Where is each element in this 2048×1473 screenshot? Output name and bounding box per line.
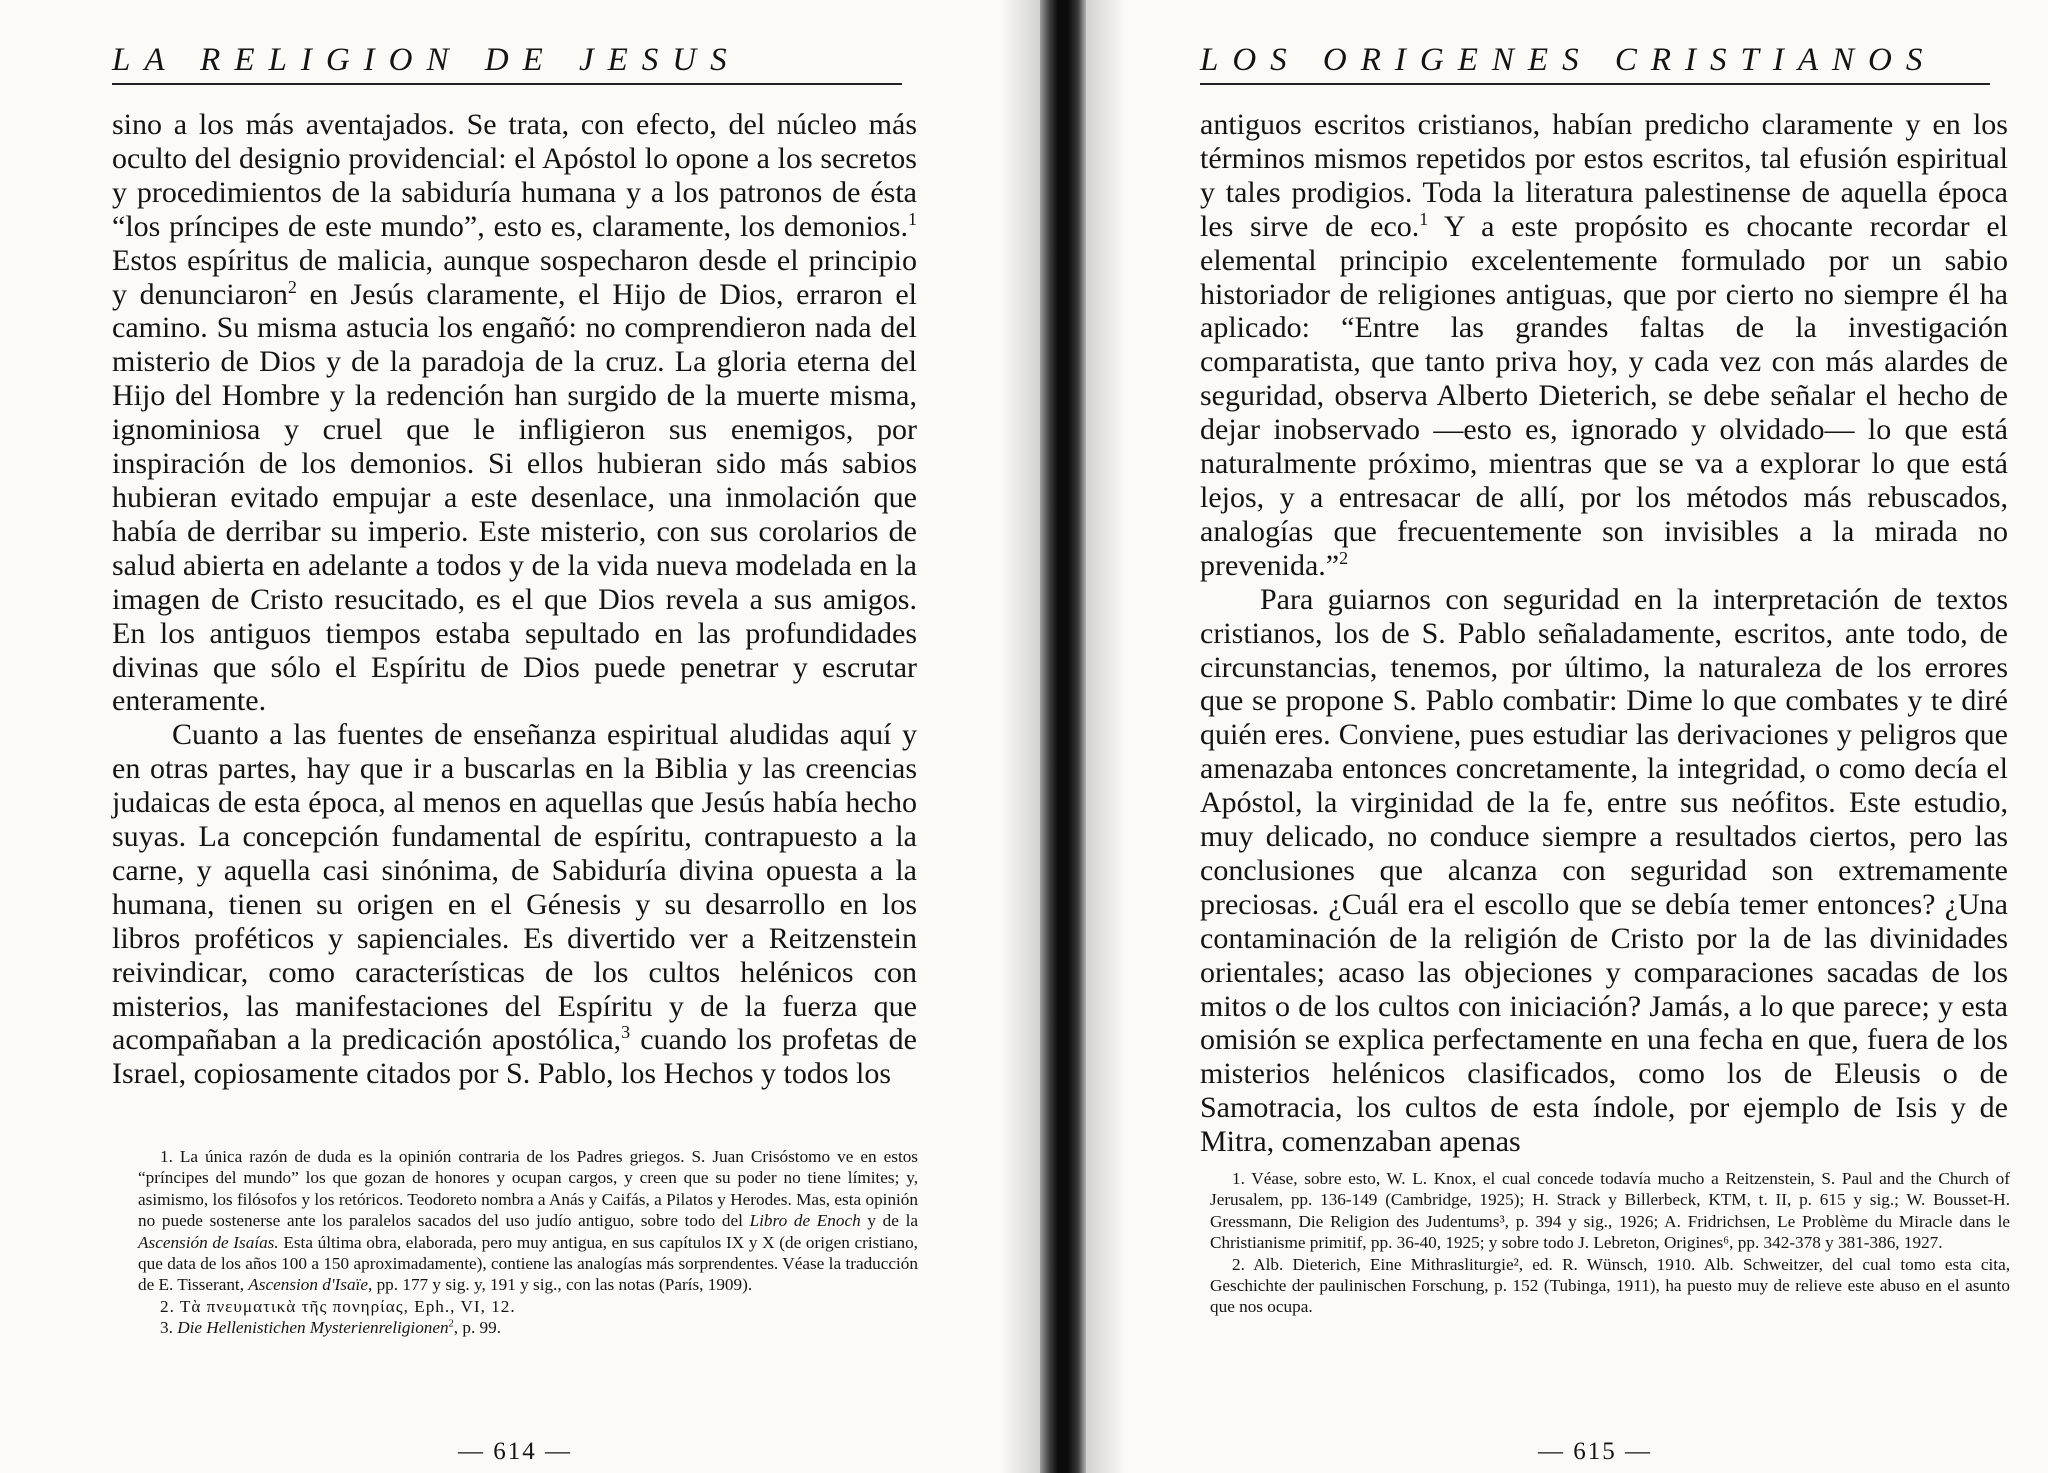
footnote: 1. Véase, sobre esto, W. L. Knox, el cual concede todavía mucho a Reitzenstein, S. Paul and the Church of Jerusalem, pp. 136-149 (Cambridge, 1925); H. Strack y Billerbeck, KTM, t. II, p. 615 y sig.; W. Bousset-H. Gressmann, Die Religion des Judentums³, p. 394 y sig., 1926; A. Fridrichsen, Le Problème du Miracle dans le Christianisme primitif, pp. 36-40, 1925; y sobre todo J. Lebreton, Origines⁶, pp. 342-378 y 381-386, 1927. bbox=[1210, 1169, 2010, 1253]
right-page bbox=[1180, 0, 2010, 1473]
gutter-shadow-left bbox=[1000, 0, 1040, 1473]
left-footnotes bbox=[138, 1146, 918, 1339]
footnote-ref: 2 bbox=[287, 276, 297, 297]
running-head-right: LOS ORIGENES CRISTIANOS bbox=[1200, 42, 1990, 85]
footnote: 2. Alb. Dieterich, Eine Mithrasliturgie², ed. R. Wünsch, 1910. Alb. Schweitzer, del cual tomo esta cita, Geschichte der paulinischen Forschung, p. 152 (Tubinga, 1911), ha puesto muy de relieve este abuso en el asunto que nos ocupa. bbox=[1210, 1254, 2010, 1317]
right-footnotes bbox=[1210, 1168, 2010, 1318]
right-body-text bbox=[1200, 108, 2008, 1159]
left-body-text bbox=[112, 108, 917, 1091]
footnote-ref: 1 bbox=[908, 208, 917, 229]
page-number-right: — 615 — bbox=[1538, 1438, 1652, 1465]
right-paragraph: Para guiarnos con seguridad en la interpretación de textos cristianos, los de S. Pablo señaladamente, escritos, ante todo, de circunstancias, tenemos, por último, la naturaleza de los errores que se propone S. Pablo combatir: Dime lo que combates y te diré quién eres. Conviene, pues estudiar las derivaciones y peligros que amenazaba entonces concretamente, la integridad, o como decía el Apóstol, la virginidad de la fe, entre sus neófitos. Este estudio, muy delicado, no conduce siempre a resultados ciertos, pero las conclusiones que alcanza con seguridad son extremamente preciosas. ¿Cuál era el escollo que se debía temer entonces? ¿Una contaminación de la religión de Cristo por la de las divinidades orientales; acaso las objeciones y comparaciones sacadas de los mitos o de los cultos con iniciación? Jamás, a lo que parece; y esta omisión se explica perfectamente en una fecha en que, fuera de los misterios helénicos clasificados, como los de Eleusis o de Samotracia, los cultos de esta índole, por ejemplo de Isis y de Mitra, comenzaban apenas bbox=[1200, 582, 2008, 1159]
footnote: 3. Die Hellenistichen Mysterienreligionen$^2$, p. 99. bbox=[160, 1318, 502, 1338]
left-paragraph: Cuanto a las fuentes de enseñanza espiritual aludidas aquí y en otras partes, hay que ir a buscarlas en la Biblia y las creencias judaicas de esta época, al menos en aquellas que Jesús había hecho suyas. La concepción fundamental de espíritu, contrapuesto a la carne, y aquella casi sinónima, de Sabiduría divina opuesta a la humana, tienen su origen en el Génesis y su desarrollo en los libros proféticos y sapienciales. Es divertido ver a Reitzenstein reivindicar, como características de los cultos helénicos con misterios, las manifestaciones del Espíritu y de la fuerza que acompañaban a la predicación apostólica,$^3$ cuando los profetas de Israel, copiosamente citados por S. Pablo, los Hechos y todos los bbox=[112, 718, 917, 1091]
footnote-ref: 3 bbox=[621, 1022, 631, 1043]
footnote-ref: 2 bbox=[1339, 547, 1349, 568]
left-paragraph: sino a los más aventajados. Se trata, con efecto, del núcleo más oculto del designio providencial: el Apóstol lo opone a los secretos y procedimientos de la sabiduría humana y a los patronos de ésta “los príncipes de este mundo”, esto es, claramente, los demonios.$^1$ Estos espíritus de malicia, aunque sospecharon desde el principio y denunciaron$^2$ en Jesús claramente, el Hijo de Dios, erraron el camino. Su misma astucia los engañó: no comprendieron nada del misterio de Dios y de la paradoja de la cruz. La gloria eterna del Hijo del Hombre y la redención han surgido de la muerte misma, ignominiosa y cruel que le infligieron sus enemigos, por inspiración de los demonios. Si ellos hubieran sido más sabios hubieran evitado empujar a este desenlace, una inmolación que había de derribar su imperio. Este misterio, con sus corolarios de salud abierta en adelante a todos y de la vida nueva modelada en la imagen de Cristo resucitado, es el que Dios revela a sus amigos. En los antiguos tiempos estaba sepultado en las profundidades divinas que sólo el Espíritu de Dios puede penetrar y escrutar enteramente. bbox=[112, 108, 917, 718]
book-gutter bbox=[1040, 0, 1086, 1473]
footnote-ref: 1 bbox=[1419, 208, 1429, 229]
gutter-shadow-right bbox=[1086, 0, 1126, 1473]
right-paragraph: antiguos escritos cristianos, habían predicho claramente y en los términos mismos repetidos por estos escritos, tal efusión espiritual y tales prodigios. Toda la literatura palestinense de aquella época les sirve de eco.$^1$ Y a este propósito es chocante recordar el elemental principio excelentemente formulado por un sabio historiador de religiones antiguas, que por cierto no siempre él ha aplicado: “Entre las grandes faltas de la investigación comparatista, que tanto priva hoy, y cada vez con más alardes de seguridad, observa Alberto Dieterich, se debe señalar el hecho de dejar inobservado —esto es, ignorado y olvidado— lo que está naturalmente próximo, mientras que se va a explorar lo que está lejos, y a entresacar de allí, por los métodos más rebuscados, analogías que frecuentemente son invisibles a la mirada no prevenida.”$^2$ bbox=[1200, 108, 2008, 582]
page-number-left: — 614 — bbox=[458, 1438, 572, 1465]
footnote: 2. Τὰ πνευματικὰ τῆς πονηρίας, Eph., VI, 12. bbox=[160, 1296, 516, 1316]
left-page bbox=[100, 0, 930, 1473]
footnote: 1. La única razón de duda es la opinión contraria de los Padres griegos. S. Juan Crisóstomo ve en estos “príncipes del mundo” los que gozan de honores y ocupan cargos, y creen que su poder no tiene límites; y, asimismo, los filósofos y los retóricos. Teodoreto nombra a Anás y Caifás, a Pilatos y Herodes. Mas, esta opinión no puede sostenerse ante los paralelos sacados del uso judío antiguo, sobre todo del Libro de Enoch y de la Ascensión de Isaías. Esta última obra, elaborada, pero muy antigua, en sus capítulos IX y X (de origen cristiano, que data de los años 100 a 150 aproximadamente), contiene las analogías más sorprendentes. Véase la traducción de E. Tisserant, Ascension d'Isaïe, pp. 177 y sig. y, 191 y sig., con las notas (París, 1909). bbox=[138, 1147, 918, 1295]
running-head-left: LA RELIGION DE JESUS bbox=[112, 42, 902, 85]
